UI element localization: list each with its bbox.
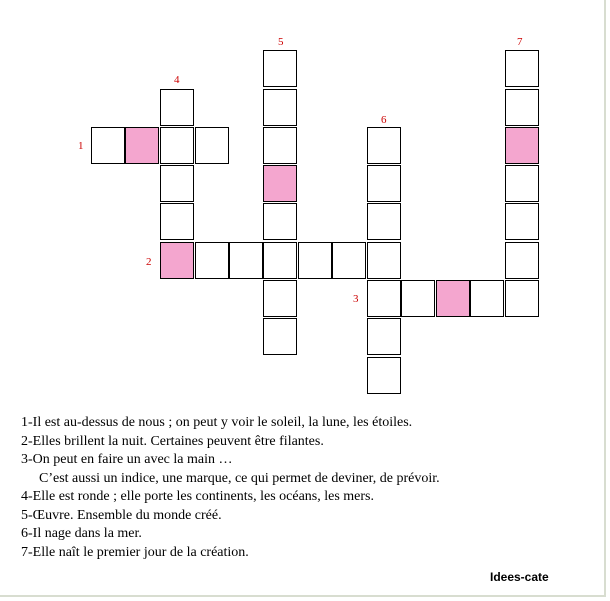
grid-cell-highlight[interactable] (263, 165, 297, 202)
grid-cell-highlight[interactable] (160, 242, 194, 279)
grid-cell[interactable] (367, 242, 401, 279)
grid-cell[interactable] (505, 165, 539, 202)
clue-number-3: 3 (353, 293, 359, 305)
clue-3-continued: C’est aussi un indice, une marque, ce qui permet de deviner, de prévoir. (39, 470, 440, 486)
grid-cell[interactable] (505, 89, 539, 126)
grid-cell-highlight[interactable] (125, 127, 159, 164)
grid-cell[interactable] (263, 280, 297, 317)
clue-number-2: 2 (146, 256, 152, 268)
grid-cell[interactable] (367, 203, 401, 240)
grid-cell[interactable] (160, 203, 194, 240)
grid-cell[interactable] (367, 127, 401, 164)
grid-cell[interactable] (505, 242, 539, 279)
grid-cell[interactable] (91, 127, 125, 164)
grid-cell[interactable] (263, 89, 297, 126)
grid-cell-highlight[interactable] (436, 280, 470, 317)
clue-number-6: 6 (381, 114, 387, 126)
grid-cell[interactable] (505, 50, 539, 87)
grid-cell[interactable] (505, 203, 539, 240)
clue-list (21, 414, 440, 562)
grid-cell[interactable] (367, 280, 401, 317)
grid-cell[interactable] (367, 318, 401, 355)
grid-cell[interactable] (229, 242, 263, 279)
grid-cell[interactable] (367, 357, 401, 394)
clue-1: 1-Il est au-dessus de nous ; on peut y voir le soleil, la lune, les étoiles. (21, 415, 413, 430)
grid-cell[interactable] (160, 127, 194, 164)
clue-6: 6-Il nage dans la mer. (21, 526, 142, 541)
grid-cell[interactable] (401, 280, 435, 317)
grid-cell[interactable] (470, 280, 504, 317)
clue-5: 5-Œuvre. Ensemble du monde créé. (21, 507, 222, 523)
brand-label: Idees-cate (490, 570, 549, 584)
clue-number-4: 4 (174, 74, 180, 86)
grid-cell[interactable] (195, 242, 229, 279)
grid-cell[interactable] (332, 242, 366, 279)
grid-cell[interactable] (195, 127, 229, 164)
grid-cell-highlight[interactable] (505, 127, 539, 164)
clue-4: 4-Elle est ronde ; elle porte les continents, les océans, les mers. (21, 489, 375, 504)
grid-cell[interactable] (263, 242, 297, 279)
clue-7: 7-Elle naît le premier jour de la création. (21, 544, 249, 560)
grid-cell[interactable] (263, 50, 297, 87)
grid-cell[interactable] (505, 280, 539, 317)
clue-number-7: 7 (517, 36, 523, 48)
clue-number-5: 5 (278, 36, 284, 48)
clue-number-1: 1 (78, 140, 84, 152)
grid-cell[interactable] (263, 127, 297, 164)
grid-cell[interactable] (263, 203, 297, 240)
grid-cell[interactable] (298, 242, 332, 279)
clue-2: 2-Elles brillent la nuit. Certaines peuvent être filantes. (21, 433, 324, 449)
grid-cell[interactable] (160, 165, 194, 202)
grid-cell[interactable] (263, 318, 297, 355)
grid-cell[interactable] (367, 165, 401, 202)
clue-3: 3-On peut en faire un avec la main … (21, 452, 233, 467)
grid-cell[interactable] (160, 89, 194, 126)
